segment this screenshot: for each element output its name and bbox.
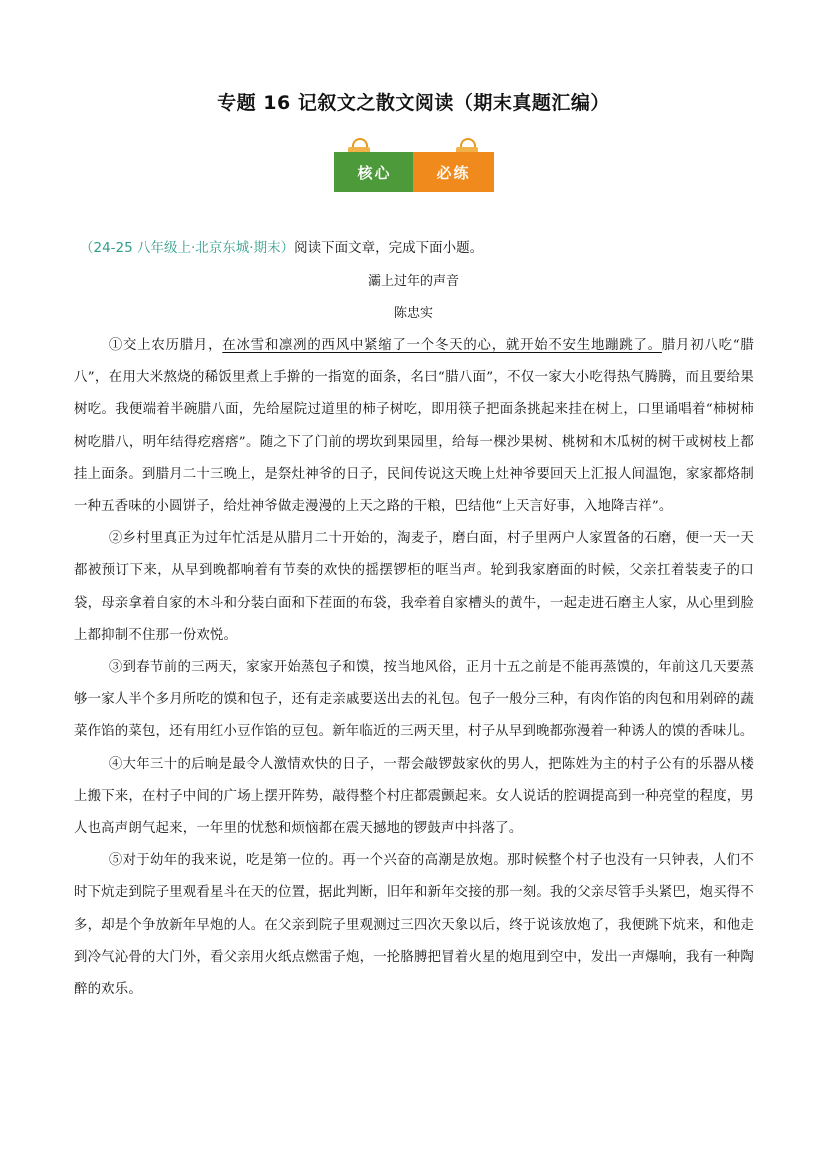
page-title: 专题 16 记叙文之散文阅读（期末真题汇编） [217,92,610,114]
question-instruction: 阅读下面文章，完成下面小题。 [294,240,484,256]
article-author: 陈忠实 [393,306,433,321]
paragraph-4: ④大年三十的后晌是最令人激情欢快的日子，一帮会敲锣鼓家伙的男人，把陈姓为主的村子公有的乐器从楼上搬下来，在村子中间的广场上摆开阵势，敲得整个村庄都震颤起来。女人说话的腔调提高到一种亮堂的程度，男人也高声朗气起来，一年里的忧愁和烦恼都在震天撼地的锣鼓声中抖落了。 [74,756,754,837]
article-title: 灞上过年的声音 [367,274,459,289]
question-intro [80,236,483,256]
underlined-sentence: 在冰雪和凛冽的西风中紧缩了一个冬天的心，就开始不安生地蹦跳了。 [222,338,662,353]
badge-right-label: 必练 [413,152,494,192]
article-body [74,330,754,1006]
paragraph-1-rest: 腊月初八吃“腊八”，在用大米熬烧的稀饭里煮上手擀的一指宽的面条，名曰“腊八面”，不仅一家大小吃得热气腾腾，而且要给果树吃。我便端着半碗腊八面，先给屋院过道里的柿子树吃，即用筷子把面条挑起来挂在树上，口里诵唱着“柿树柿树吃腊八，明年结得疙瘩瘩”。随之下了门前的塄坎到果园里，给每一棵沙果树、桃树和木瓜树的树干或树枝上都挂上面条。到腊月二十三晚上，是祭灶神爷的日子，民间传说这天晚上灶神爷要回天上汇报人间温饱，家家都烙制一种五香味的小圆饼子，给灶神爷做走漫漫的上天之路的干粮，巴结他“上天言好事，入地降吉祥”。 [74,338,755,515]
paragraph-2: ②乡村里真正为过年忙活是从腊月二十开始的，淘麦子，磨白面，村子里两户人家置备的石磨，便一天一天都被预订下来，从早到晚都响着有节奏的欢快的摇摆锣柜的哐当声。轮到我家磨面的时候，父亲扛着装麦子的口袋，母亲拿着自家的木斗和分装白面和下茬面的布袋，我牵着自家槽头的黄牛，一起走进石磨主人家，从心里到脸上都抑制不住那一份欢悦。 [74,531,754,643]
paragraph-1-start: ①交上农历腊月， [108,338,223,353]
paragraph-5: ⑤对于幼年的我来说，吃是第一位的。再一个兴奋的高潮是放炮。那时候整个村子也没有一只钟表，人们不时下炕走到院子里观看星斗在天的位置，据此判断，旧年和新年交接的那一刻。我的父亲尽管手头紧巴，炮买得不多，却是个争放新年早炮的人。在父亲到院子里观测过三四次天象以后，终于说该放炮了，我便跳下炕来，和他走到冷气沁骨的大门外，看父亲用火纸点燃雷子炮，一抡胳膊把冒着火星的炮甩到空中，发出一声爆响，我有一种陶醉的欢乐。 [74,853,754,998]
question-source: （24-25 八年级上·北京东城·期末） [80,240,295,256]
badge-left-label: 核心 [334,152,415,192]
paragraph-3: ③到春节前的三两天，家家开始蒸包子和馍，按当地风俗，正月十五之前是不能再蒸馍的，年前这几天要蒸够一家人半个多月所吃的馍和包子，还有走亲戚要送出去的礼包。包子一般分三种，有肉作馅的肉包和用剁碎的蔬菜作馅的菜包，还有用红小豆作馅的豆包。新年临近的三两天里，村子从早到晚都弥漫着一种诱人的馍的香味儿。 [74,660,754,740]
paragraph-1 [74,330,754,523]
core-practice-badge [332,138,494,194]
